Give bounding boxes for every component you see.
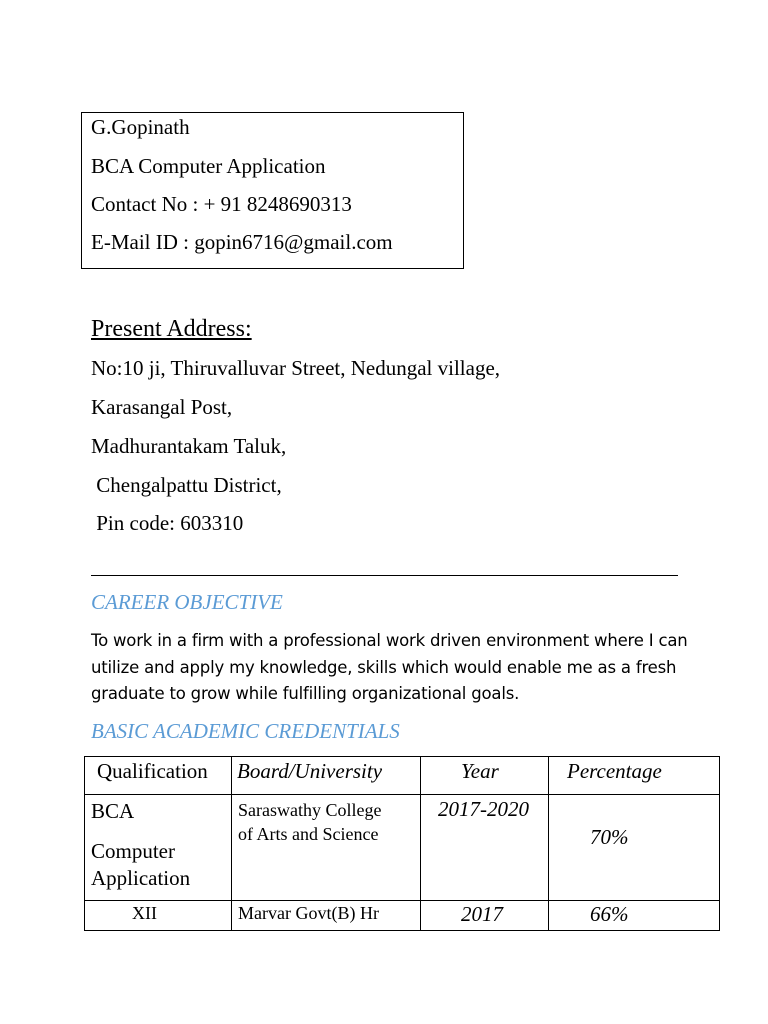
qualification-text: XII xyxy=(132,903,157,923)
year-text: 2017 xyxy=(461,902,503,926)
header-percentage: Percentage xyxy=(567,759,662,783)
percentage-text: 70% xyxy=(590,825,629,849)
percentage-text: 66% xyxy=(590,902,629,926)
candidate-name: G.Gopinath xyxy=(91,115,190,139)
address-line: No:10 ji, Thiruvalluvar Street, Nedungal village, xyxy=(91,356,501,380)
address-line: Pin code: 603310 xyxy=(91,511,244,535)
board-text: Saraswathy College xyxy=(238,800,382,820)
year-text: 2017-2020 xyxy=(438,797,529,821)
address-line: Chengalpattu District, xyxy=(91,473,282,497)
credentials-table xyxy=(84,756,720,931)
contact-email: E-Mail ID : gopin6716@gmail.com xyxy=(91,230,393,254)
career-objective-text: To work in a firm with a professional work driven environment where I can utilize and apply my knowledge, skills which would enable me as a fresh graduate to grow while fulfilling organizational goals. xyxy=(91,631,688,703)
table-cell xyxy=(421,795,549,901)
qualification-text: Computer xyxy=(91,839,175,863)
address-line: Madhurantakam Taluk, xyxy=(91,434,287,458)
table-header-cell xyxy=(85,757,232,795)
credentials-heading: BASIC ACADEMIC CREDENTIALS xyxy=(91,719,400,743)
section-divider xyxy=(91,575,678,576)
table-header-row xyxy=(85,757,720,795)
table-cell xyxy=(549,901,720,931)
board-text: Marvar Govt(B) Hr xyxy=(238,903,379,923)
table-cell xyxy=(232,795,421,901)
qualification-text: Application xyxy=(91,866,191,890)
table-cell xyxy=(85,795,232,901)
address-line: Karasangal Post, xyxy=(91,395,233,419)
address-heading: Present Address: xyxy=(91,316,252,342)
table-row xyxy=(85,901,720,931)
career-objective-heading: CAREER OBJECTIVE xyxy=(91,590,283,614)
table-cell xyxy=(232,901,421,931)
header-year: Year xyxy=(461,759,499,783)
candidate-degree: BCA Computer Application xyxy=(91,154,326,178)
table-cell xyxy=(549,795,720,901)
table-cell xyxy=(85,901,232,931)
table-header-cell xyxy=(421,757,549,795)
header-board: Board/University xyxy=(237,759,383,783)
header-qualification: Qualification xyxy=(97,759,208,783)
qualification-text: BCA xyxy=(91,799,135,823)
table-header-cell xyxy=(549,757,720,795)
table-row xyxy=(85,795,720,901)
table-header-cell xyxy=(232,757,421,795)
board-text: of Arts and Science xyxy=(238,824,379,844)
table-cell xyxy=(421,901,549,931)
contact-phone: Contact No : + 91 8248690313 xyxy=(91,192,352,216)
